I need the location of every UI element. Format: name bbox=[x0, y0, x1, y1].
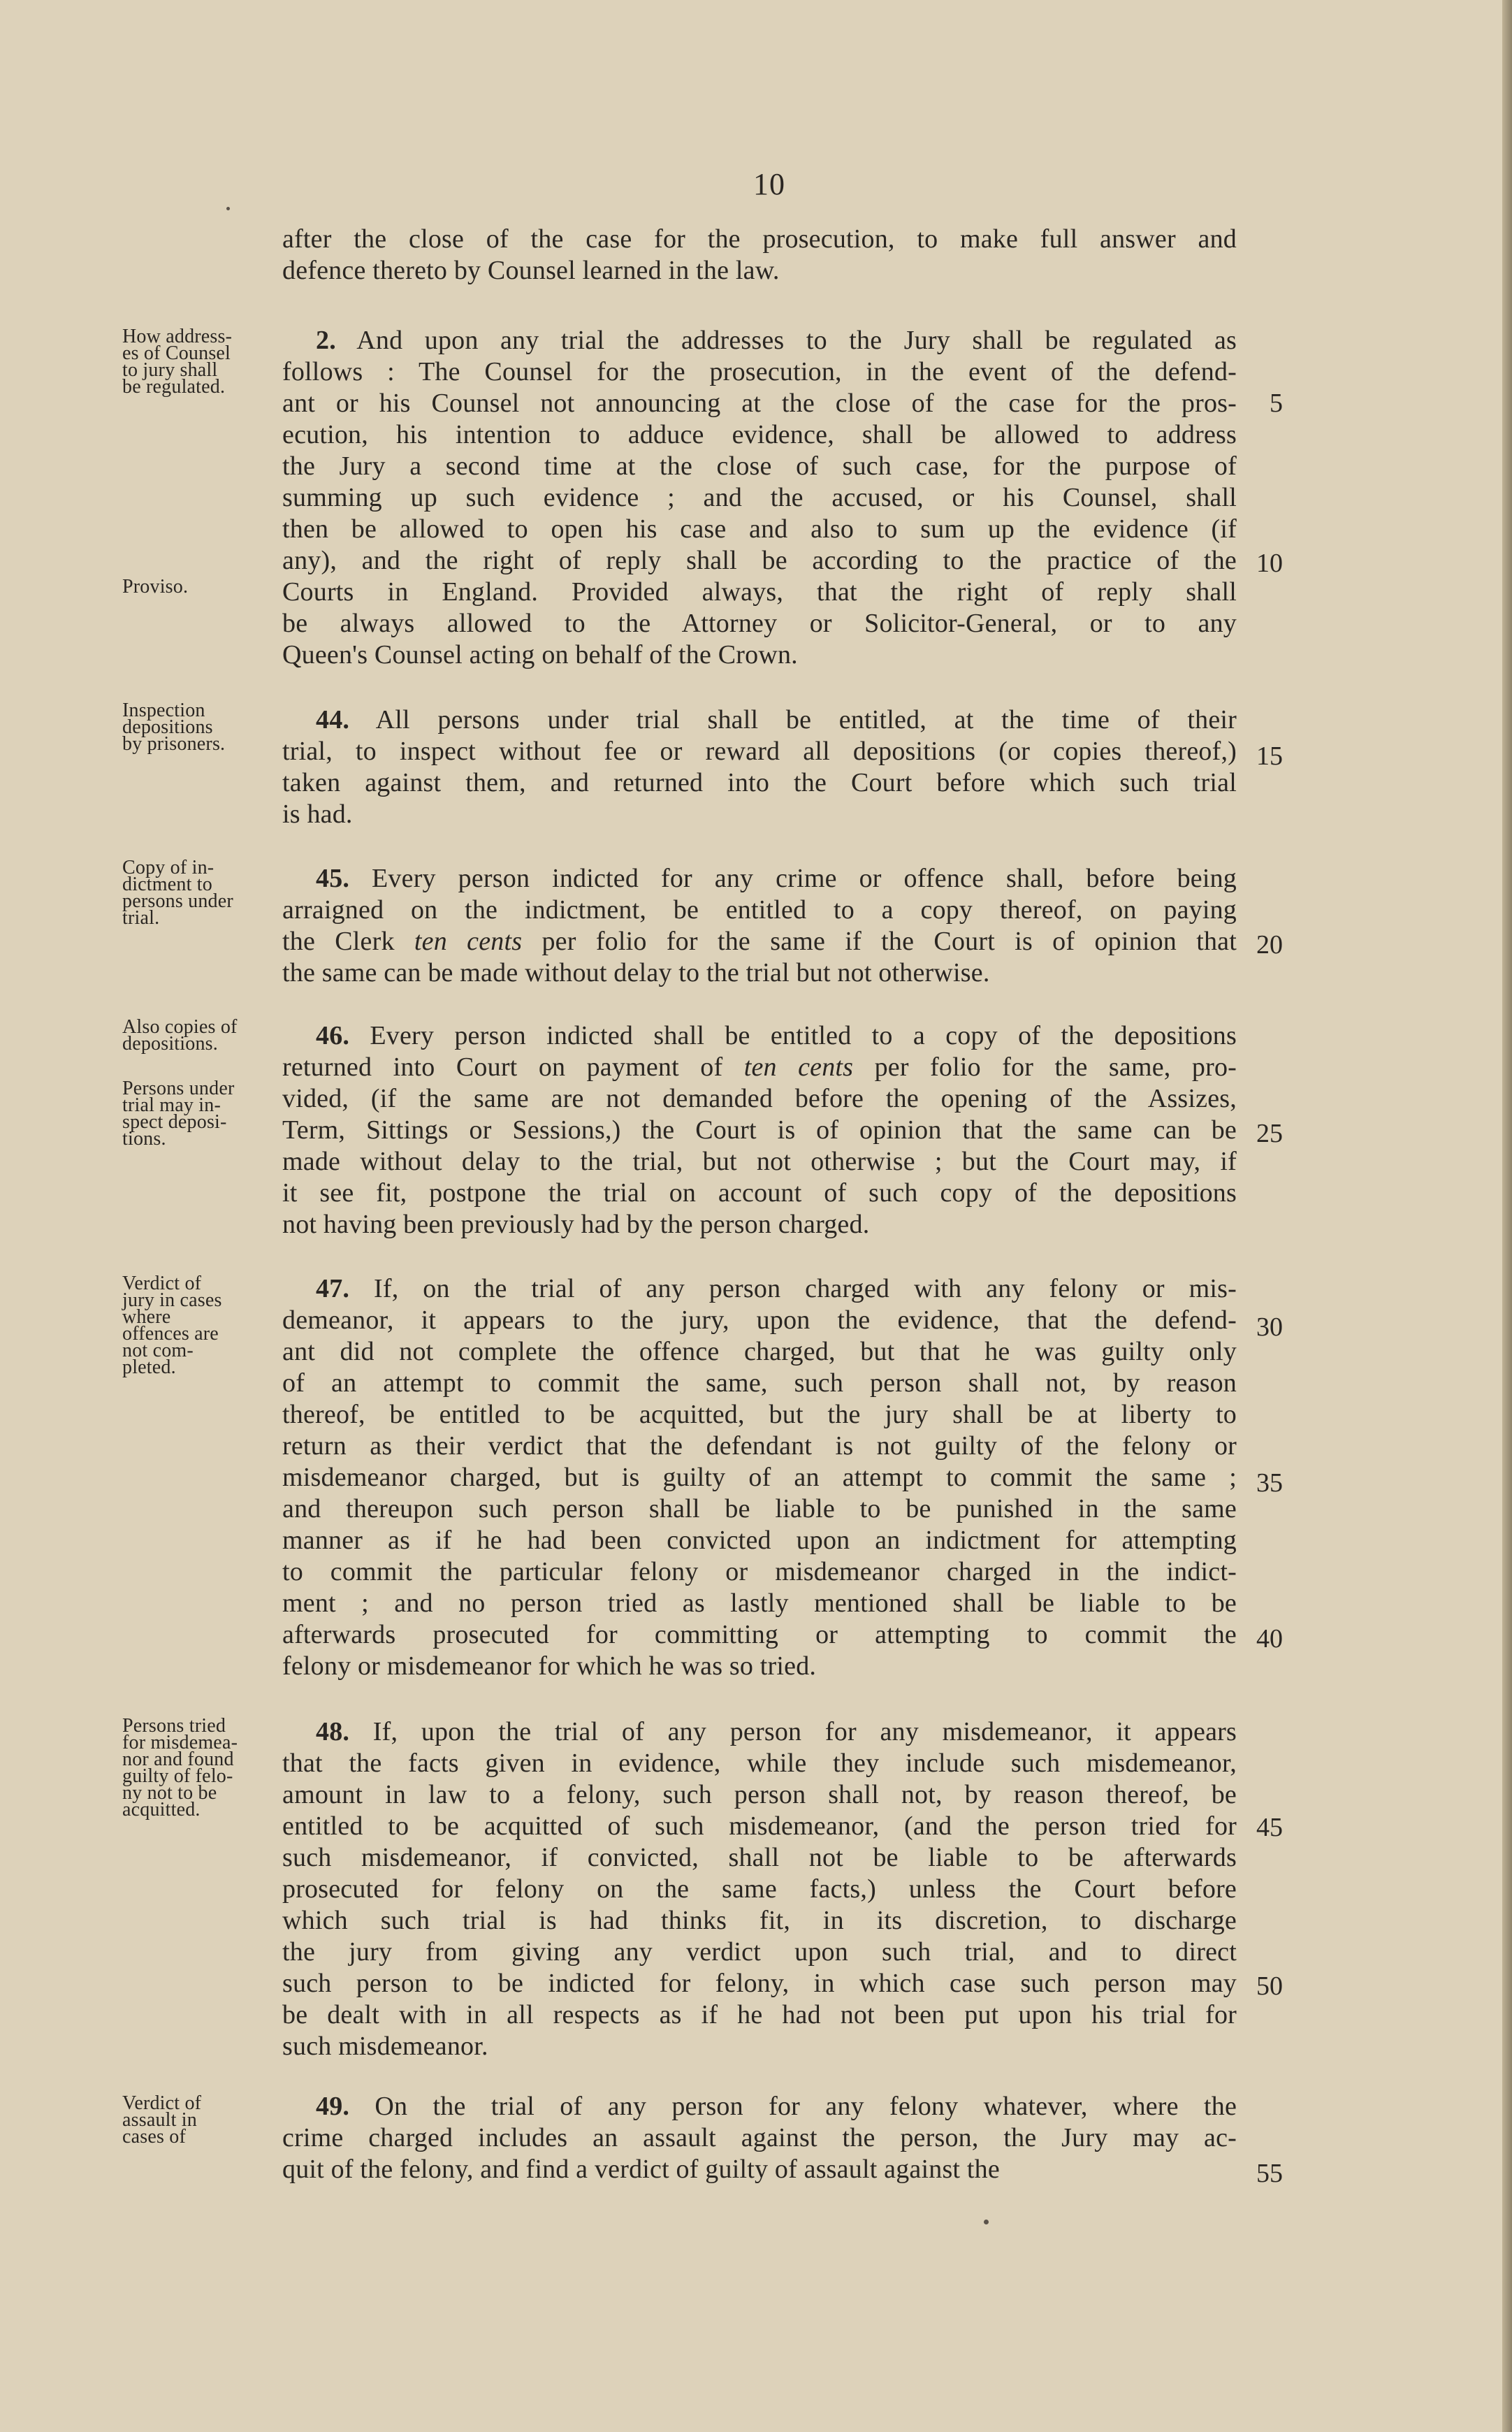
section-line: trial, to inspect without fee or reward all depositions (or copies thereof,) bbox=[282, 737, 1237, 766]
line-number: 45 bbox=[1256, 1813, 1283, 1842]
section-line: felony or misdemeanor for which he was so tried. bbox=[282, 1651, 817, 1681]
section-line: ant or his Counsel not announcing at the close of the case for the pros- bbox=[282, 389, 1237, 418]
section-line: then be allowed to open his case and also to sum up the evidence (if bbox=[282, 514, 1237, 544]
line-number: 10 bbox=[1256, 549, 1283, 578]
section-number: 2. bbox=[316, 326, 336, 355]
side-note-line: trial. bbox=[122, 907, 160, 929]
section-line: follows : The Counsel for the prosecution, in the event of the defend- bbox=[282, 357, 1237, 386]
section-line: ecution, his intention to adduce evidence, shall be allowed to address bbox=[282, 420, 1237, 449]
side-note-line: spect deposi- bbox=[122, 1111, 227, 1133]
section-line: made without delay to the trial, but not otherwise ; but the Court may, if bbox=[282, 1147, 1237, 1176]
side-note-line: nor and found bbox=[122, 1749, 234, 1770]
section-line: summing up such evidence ; and the accused, or his Counsel, shall bbox=[282, 483, 1237, 512]
side-note-line: cases of bbox=[122, 2126, 187, 2148]
section-line: crime charged includes an assault against the person, the Jury may ac- bbox=[282, 2123, 1237, 2152]
section-line: be dealt with in all respects as if he had not been put upon his trial for bbox=[282, 2000, 1237, 2029]
section-line bbox=[316, 704, 1237, 736]
section-line: which such trial is had thinks fit, in its discretion, to discharge bbox=[282, 1906, 1237, 1935]
section-line: is had. bbox=[282, 799, 353, 829]
side-note-line: where bbox=[122, 1306, 171, 1328]
page-number: 10 bbox=[753, 167, 785, 201]
side-note-line: es of Counsel bbox=[122, 342, 231, 364]
page-edge bbox=[1502, 0, 1512, 2432]
side-note-line: pleted. bbox=[122, 1356, 176, 1378]
side-note-line: jury in cases bbox=[122, 1289, 222, 1311]
side-note-line: How address- bbox=[122, 326, 233, 347]
section-line bbox=[316, 1273, 1237, 1305]
section-line: vided, (if the same are not demanded before the opening of the Assizes, bbox=[282, 1084, 1237, 1113]
section-line: defence thereto by Counsel learned in the law. bbox=[282, 256, 780, 285]
section-number: 46. bbox=[316, 1021, 350, 1050]
side-note-line: not com- bbox=[122, 1340, 194, 1361]
line-number: 50 bbox=[1256, 1971, 1283, 2001]
side-note-line: by prisoners. bbox=[122, 733, 226, 755]
section-line bbox=[316, 1020, 1237, 1052]
side-note-line: Proviso. bbox=[122, 576, 189, 598]
side-note-line: persons under bbox=[122, 890, 233, 912]
side-note-line: to jury shall bbox=[122, 359, 218, 381]
side-note-line: be regulated. bbox=[122, 376, 226, 398]
section-line: the jury from giving any verdict upon such trial, and to direct bbox=[282, 1937, 1237, 1967]
side-note-line: Verdict of bbox=[122, 1273, 202, 1294]
section-line: Term, Sittings or Sessions,) the Court is of opinion that the same can be bbox=[282, 1115, 1237, 1145]
side-note-line: guilty of felo- bbox=[122, 1765, 233, 1787]
section-text: Every person indicted shall be entitled to a copy of the depositions bbox=[370, 1021, 1237, 1050]
section-line: demeanor, it appears to the jury, upon the evidence, that the defend- bbox=[282, 1305, 1237, 1335]
section-line: prosecuted for felony on the same facts,) unless the Court before bbox=[282, 1874, 1237, 1904]
side-note-line: depositions bbox=[122, 716, 213, 738]
section-line: Queen's Counsel acting on behalf of the Crown. bbox=[282, 640, 798, 669]
section-line bbox=[316, 325, 1237, 356]
section-line: Courts in England. Provided always, that the right of reply shall bbox=[282, 577, 1237, 607]
section-line: any), and the right of reply shall be according to the practice of the bbox=[282, 546, 1237, 575]
section-text: All persons under trial shall be entitled, at the time of their bbox=[375, 705, 1237, 734]
section-line: thereof, be entitled to be acquitted, but the jury shall be at liberty to bbox=[282, 1400, 1237, 1429]
section-number: 45. bbox=[316, 864, 350, 893]
section-line bbox=[316, 1716, 1237, 1748]
line-number: 40 bbox=[1256, 1624, 1283, 1653]
section-line: and thereupon such person shall be liable to be punished in the same bbox=[282, 1494, 1237, 1523]
side-note-line: offences are bbox=[122, 1323, 219, 1345]
section-line: the Clerk ten cents per folio for the same if the Court is of opinion that bbox=[282, 927, 1237, 956]
section-line: of an attempt to commit the same, such person shall not, by reason bbox=[282, 1368, 1237, 1398]
side-note-line: acquitted. bbox=[122, 1799, 201, 1821]
side-note-line: Also copies of bbox=[122, 1016, 238, 1038]
ink-speck bbox=[984, 2220, 989, 2224]
side-note-line: tions. bbox=[122, 1128, 166, 1150]
section-text: On the trial of any person for any felony whatever, where the bbox=[375, 2092, 1237, 2121]
section-text: If, on the trial of any person charged with any felony or mis- bbox=[373, 1274, 1237, 1303]
section-number: 48. bbox=[316, 1717, 350, 1746]
section-number: 47. bbox=[316, 1274, 350, 1303]
section-line: such misdemeanor, if convicted, shall not be liable to be afterwards bbox=[282, 1843, 1237, 1872]
side-note-line: Persons under bbox=[122, 1078, 235, 1099]
line-number: 5 bbox=[1270, 389, 1283, 418]
line-number: 25 bbox=[1256, 1119, 1283, 1148]
section-line: return as their verdict that the defendant is not guilty of the felony or bbox=[282, 1431, 1237, 1461]
side-note-line: Verdict of bbox=[122, 2092, 202, 2114]
section-line: to commit the particular felony or misdemeanor charged in the indict- bbox=[282, 1557, 1237, 1586]
side-note-line: Persons tried bbox=[122, 1715, 226, 1737]
section-line: taken against them, and returned into the Court before which such trial bbox=[282, 768, 1237, 797]
section-line: ment ; and no person tried as lastly mentioned shall be liable to be bbox=[282, 1588, 1237, 1618]
line-number: 30 bbox=[1256, 1312, 1283, 1342]
section-number: 49. bbox=[316, 2092, 350, 2121]
section-line bbox=[316, 2091, 1237, 2122]
side-note-line: Inspection bbox=[122, 700, 205, 721]
side-note-line: dictment to bbox=[122, 874, 212, 895]
line-number: 55 bbox=[1256, 2159, 1283, 2188]
section-line: such person to be indicted for felony, in which case such person may bbox=[282, 1969, 1237, 1998]
ink-speck bbox=[226, 207, 230, 210]
section-line: amount in law to a felony, such person shall not, by reason thereof, be bbox=[282, 1780, 1237, 1809]
line-number: 20 bbox=[1256, 930, 1283, 960]
section-line: afterwards prosecuted for committing or attempting to commit the bbox=[282, 1620, 1237, 1649]
section-line: manner as if he had been convicted upon an indictment for attempting bbox=[282, 1526, 1237, 1555]
side-note-line: ny not to be bbox=[122, 1782, 217, 1804]
section-line: be always allowed to the Attorney or Solicitor-General, or to any bbox=[282, 609, 1237, 638]
section-line: returned into Court on payment of ten cents per folio for the same, pro- bbox=[282, 1052, 1237, 1082]
section-line: entitled to be acquitted of such misdemeanor, (and the person tried for bbox=[282, 1811, 1237, 1841]
section-line: misdemeanor charged, but is guilty of an attempt to commit the same ; bbox=[282, 1463, 1237, 1492]
section-line: the Jury a second time at the close of such case, for the purpose of bbox=[282, 451, 1237, 481]
line-number: 15 bbox=[1256, 741, 1283, 771]
section-number: 44. bbox=[316, 705, 350, 734]
side-note-line: trial may in- bbox=[122, 1094, 221, 1116]
section-line: it see fit, postpone the trial on account of such copy of the depositions bbox=[282, 1178, 1237, 1208]
section-text: And upon any trial the addresses to the Jury shall be regulated as bbox=[356, 326, 1237, 355]
side-note-line: assault in bbox=[122, 2109, 197, 2131]
section-line: such misdemeanor. bbox=[282, 2032, 488, 2061]
section-line: ant did not complete the offence charged, but that he was guilty only bbox=[282, 1337, 1237, 1366]
section-line: after the close of the case for the prosecution, to make full answer and bbox=[282, 224, 1237, 254]
section-text: If, upon the trial of any person for any misdemeanor, it appears bbox=[372, 1717, 1237, 1746]
section-text: Every person indicted for any crime or offence shall, before being bbox=[372, 864, 1237, 893]
section-line: the same can be made without delay to the trial but not otherwise. bbox=[282, 958, 990, 987]
section-line bbox=[316, 863, 1237, 895]
section-line: arraigned on the indictment, be entitled to a copy thereof, on paying bbox=[282, 895, 1237, 925]
section-line: not having been previously had by the person charged. bbox=[282, 1210, 870, 1239]
side-note-line: Copy of in- bbox=[122, 857, 215, 878]
side-note-line: depositions. bbox=[122, 1033, 218, 1055]
line-number: 35 bbox=[1256, 1468, 1283, 1498]
section-line: that the facts given in evidence, while they include such misdemeanor, bbox=[282, 1749, 1237, 1778]
side-note-line: for misdemea- bbox=[122, 1732, 238, 1753]
section-line: quit of the felony, and find a verdict of guilty of assault against the bbox=[282, 2155, 1000, 2184]
